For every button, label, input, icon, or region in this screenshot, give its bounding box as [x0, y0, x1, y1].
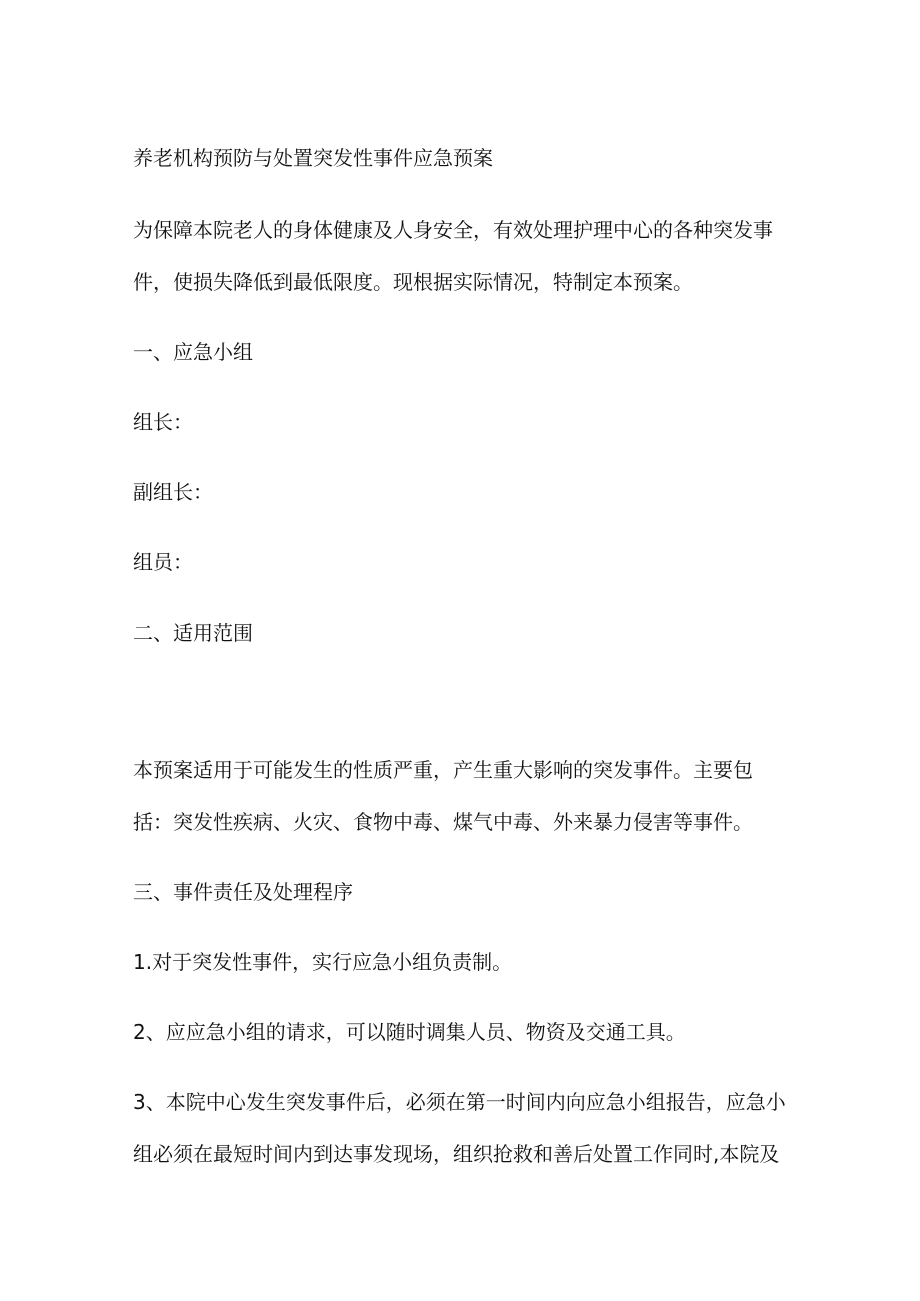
document-title: 养老机构预防与处置突发性事件应急预案	[133, 146, 493, 170]
procedure-item-1: 1.对于突发性事件，实行应急小组负责制。	[133, 950, 513, 974]
section3-heading: 三、事件责任及处理程序	[133, 880, 353, 904]
members-label: 组员：	[133, 550, 193, 574]
intro-line-1: 为保障本院老人的身体健康及人身安全，有效处理护理中心的各种突发事	[133, 218, 773, 242]
procedure-item-3-line-2: 组必须在最短时间内到达事发现场，组织抢救和善后处置工作同时,本院及	[133, 1142, 780, 1166]
section2-heading: 二、适用范围	[133, 621, 253, 645]
leader-label: 组长：	[133, 410, 193, 434]
procedure-item-3-line-1: 3、本院中心发生突发事件后，必须在第一时间内向应急小组报告，应急小	[133, 1090, 786, 1114]
scope-line-1: 本预案适用于可能发生的性质严重，产生重大影响的突发事件。主要包	[133, 758, 753, 782]
procedure-item-2: 2、应应急小组的请求，可以随时调集人员、物资及交通工具。	[133, 1020, 686, 1044]
scope-line-2: 括：突发性疾病、火灾、食物中毒、煤气中毒、外来暴力侵害等事件。	[133, 810, 753, 834]
section1-heading: 一、应急小组	[133, 340, 253, 364]
deputy-leader-label: 副组长：	[133, 480, 213, 504]
intro-line-2: 件，使损失降低到最低限度。现根据实际情况，特制定本预案。	[133, 270, 693, 294]
